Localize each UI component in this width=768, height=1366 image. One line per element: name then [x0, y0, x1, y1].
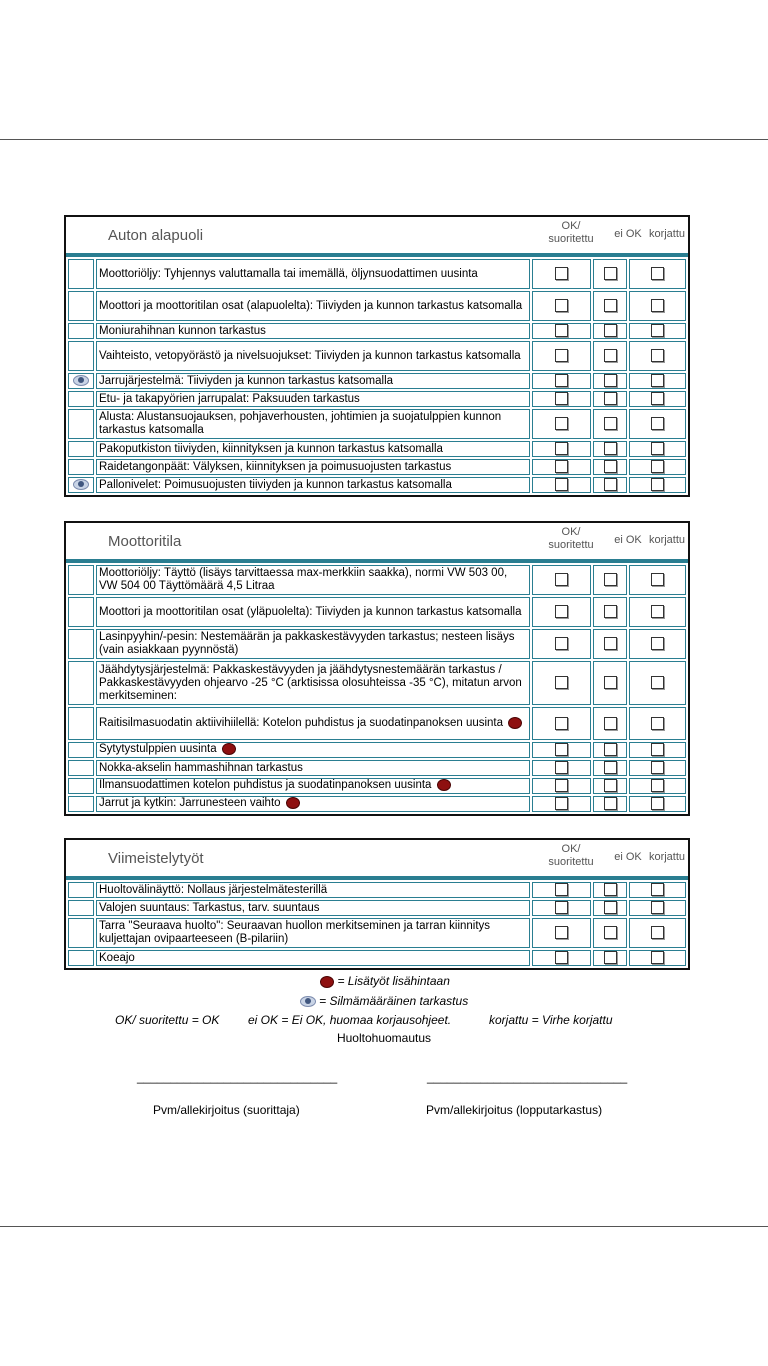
ok-checkbox[interactable] [555, 676, 568, 689]
ok-checkbox[interactable] [555, 761, 568, 774]
korjattu-cell[interactable] [629, 259, 686, 289]
korjattu-checkbox[interactable] [651, 374, 664, 387]
section-title: Auton alapuoli [108, 227, 204, 244]
ok-cell[interactable] [532, 441, 591, 457]
ei-ok-checkbox[interactable] [604, 417, 617, 430]
task-text: Moottoriöljy: Täyttö (lisäys tarvittaessa max-merkkiin saakka), normi VW 503 00, VW 504 00 Täyttömäärä 4,5 Litraa [99, 567, 508, 592]
ok-checkbox[interactable] [555, 717, 568, 730]
ei-ok-checkbox[interactable] [604, 901, 617, 914]
ok-checkbox[interactable] [555, 374, 568, 387]
checklist-row [68, 441, 686, 457]
ei-ok-cell[interactable] [593, 796, 627, 812]
task-text: Alusta: Alustansuojauksen, pohjaverhousten, johtimien ja suojatulppien kunnon tarkastus katsomalla [99, 411, 502, 436]
task-text: Moottori ja moottoritilan osat (yläpuolelta): Tiiviyden ja kunnon tarkastus katsomalla [99, 605, 522, 618]
korjattu-cell[interactable] [629, 565, 686, 595]
row-marker-cell [68, 391, 94, 407]
ei-ok-checkbox[interactable] [604, 299, 617, 312]
ok-checkbox[interactable] [555, 573, 568, 586]
checklist-row [68, 950, 686, 966]
ei-ok-checkbox[interactable] [604, 392, 617, 405]
row-marker-cell [68, 459, 94, 475]
header-ok: OK/ suoritettu [548, 843, 594, 868]
task-cell [96, 565, 530, 595]
korjattu-checkbox[interactable] [651, 637, 664, 650]
top-divider [0, 139, 768, 140]
ei-ok-checkbox[interactable] [604, 743, 617, 756]
korjattu-checkbox[interactable] [651, 324, 664, 337]
korjattu-checkbox[interactable] [651, 349, 664, 362]
section-header [66, 523, 688, 563]
task-text: Jäähdytysjärjestelmä: Pakkaskestävyyden ja jäähdytysnestemäärän tarkastus / Pakkaskestävyyden ohjearvo -25 °C (arktisissa olosuhteissa -35 °C), mitatun arvon merkitseminen: [99, 663, 522, 702]
task-text: Etu- ja takapyörien jarrupalat: Paksuuden tarkastus [99, 392, 360, 405]
task-text: Koeajo [99, 951, 135, 964]
legend-korjattu-text: korjattu = Virhe korjattu [489, 1013, 613, 1027]
task-cell [96, 459, 530, 475]
checklist-row [68, 742, 686, 758]
checklist-table [66, 257, 688, 495]
checklist-row [68, 629, 686, 659]
task-text: Pakoputkiston tiiviyden, kiinnityksen ja kunnon tarkastus katsomalla [99, 442, 443, 455]
task-cell [96, 950, 530, 966]
ei-ok-checkbox[interactable] [604, 637, 617, 650]
checklist-row [68, 882, 686, 898]
ok-cell[interactable] [532, 661, 591, 705]
ei-ok-checkbox[interactable] [604, 442, 617, 455]
task-cell [96, 391, 530, 407]
checklist-row [68, 900, 686, 916]
task-cell [96, 597, 530, 627]
header-korjattu: korjattu [648, 228, 686, 240]
korjattu-cell[interactable] [629, 341, 686, 371]
korjattu-cell[interactable] [629, 796, 686, 812]
ok-checkbox[interactable] [555, 926, 568, 939]
korjattu-checkbox[interactable] [651, 951, 664, 964]
korjattu-checkbox[interactable] [651, 460, 664, 473]
ok-cell[interactable] [532, 760, 591, 776]
korjattu-cell[interactable] [629, 597, 686, 627]
checklist-row [68, 796, 686, 812]
ok-cell[interactable] [532, 796, 591, 812]
ok-cell[interactable] [532, 323, 591, 339]
korjattu-cell[interactable] [629, 950, 686, 966]
ok-checkbox[interactable] [555, 779, 568, 792]
ei-ok-checkbox[interactable] [604, 478, 617, 491]
section-header [66, 217, 688, 257]
ei-ok-checkbox[interactable] [604, 926, 617, 939]
ok-cell[interactable] [532, 882, 591, 898]
korjattu-cell[interactable] [629, 323, 686, 339]
ei-ok-cell[interactable] [593, 950, 627, 966]
korjattu-cell[interactable] [629, 707, 686, 740]
korjattu-checkbox[interactable] [651, 743, 664, 756]
task-text: Sytytystulppien uusinta [99, 743, 217, 756]
korjattu-cell[interactable] [629, 291, 686, 321]
korjattu-cell[interactable] [629, 900, 686, 916]
korjattu-cell[interactable] [629, 918, 686, 948]
checklist-row [68, 918, 686, 948]
ei-ok-cell[interactable] [593, 409, 627, 439]
section-title: Moottoritila [108, 533, 182, 550]
extra-cost-dot-icon [222, 743, 236, 755]
ei-ok-checkbox[interactable] [604, 324, 617, 337]
task-cell [96, 323, 530, 339]
korjattu-cell[interactable] [629, 629, 686, 659]
legend-dot-row [0, 974, 768, 988]
row-marker-cell [68, 742, 94, 758]
korjattu-checkbox[interactable] [651, 779, 664, 792]
ok-cell[interactable] [532, 950, 591, 966]
ei-ok-checkbox[interactable] [604, 573, 617, 586]
header-ok: OK/ suoritettu [548, 220, 594, 245]
header-korjattu: korjattu [648, 534, 686, 546]
section-title: Viimeistelytyöt [108, 850, 204, 867]
ei-ok-cell[interactable] [593, 707, 627, 740]
task-cell [96, 341, 530, 371]
ok-cell[interactable] [532, 409, 591, 439]
ei-ok-cell[interactable] [593, 597, 627, 627]
signature-line-left: ______________________________ [137, 1070, 338, 1084]
header-ok: OK/ suoritettu [548, 526, 594, 551]
row-marker-cell [68, 409, 94, 439]
korjattu-checkbox[interactable] [651, 901, 664, 914]
row-marker-cell [68, 477, 94, 493]
korjattu-cell[interactable] [629, 441, 686, 457]
checklist-row [68, 373, 686, 389]
task-text: Raitisilmasuodatin aktiivihiilellä: Kotelon puhdistus ja suodatinpanoksen uusinta [99, 717, 504, 730]
eye-icon [300, 996, 316, 1007]
korjattu-checkbox[interactable] [651, 676, 664, 689]
row-marker-cell [68, 707, 94, 740]
korjattu-cell[interactable] [629, 459, 686, 475]
task-cell [96, 742, 530, 758]
ei-ok-cell[interactable] [593, 459, 627, 475]
header-ei-ok: ei OK [614, 534, 642, 546]
section-header [66, 840, 688, 880]
korjattu-cell[interactable] [629, 661, 686, 705]
task-text: Pallonivelet: Poimusuojusten tiiviyden ja kunnon tarkastus katsomalla [99, 478, 452, 491]
extra-cost-dot-icon [286, 797, 300, 809]
row-marker-cell [68, 291, 94, 321]
korjattu-cell[interactable] [629, 409, 686, 439]
ei-ok-cell[interactable] [593, 661, 627, 705]
ok-checkbox[interactable] [555, 743, 568, 756]
ei-ok-cell[interactable] [593, 341, 627, 371]
task-text: Moottoriöljy: Tyhjennys valuttamalla tai imemällä, öljynsuodattimen uusinta [99, 267, 478, 280]
checklist-row [68, 323, 686, 339]
task-cell [96, 918, 530, 948]
ok-cell[interactable] [532, 742, 591, 758]
legend-eye-text: = Silmämääräinen tarkastus [319, 994, 469, 1008]
row-marker-cell [68, 882, 94, 898]
ei-ok-cell[interactable] [593, 291, 627, 321]
extra-cost-dot-icon [437, 779, 451, 791]
signature-line-right: ______________________________ [427, 1070, 628, 1084]
ok-cell[interactable] [532, 778, 591, 794]
task-cell [96, 900, 530, 916]
task-cell [96, 441, 530, 457]
korjattu-cell[interactable] [629, 373, 686, 389]
ok-checkbox[interactable] [555, 951, 568, 964]
ei-ok-checkbox[interactable] [604, 460, 617, 473]
korjattu-checkbox[interactable] [651, 267, 664, 280]
task-cell [96, 259, 530, 289]
ei-ok-checkbox[interactable] [604, 267, 617, 280]
ei-ok-cell[interactable] [593, 778, 627, 794]
ok-checkbox[interactable] [555, 267, 568, 280]
row-marker-cell [68, 373, 94, 389]
ok-checkbox[interactable] [555, 324, 568, 337]
row-marker-cell [68, 918, 94, 948]
ok-checkbox[interactable] [555, 442, 568, 455]
task-cell [96, 477, 530, 493]
ok-checkbox[interactable] [555, 349, 568, 362]
checklist-row [68, 760, 686, 776]
ok-checkbox[interactable] [555, 883, 568, 896]
checklist-row [68, 661, 686, 705]
ei-ok-checkbox[interactable] [604, 951, 617, 964]
korjattu-checkbox[interactable] [651, 392, 664, 405]
task-text: Ilmansuodattimen kotelon puhdistus ja suodatinpanoksen uusinta [99, 779, 432, 792]
ok-cell[interactable] [532, 565, 591, 595]
ok-checkbox[interactable] [555, 605, 568, 618]
ei-ok-checkbox[interactable] [604, 883, 617, 896]
ei-ok-cell[interactable] [593, 323, 627, 339]
ei-ok-cell[interactable] [593, 477, 627, 493]
ei-ok-cell[interactable] [593, 900, 627, 916]
legend-ok-text: OK/ suoritettu = OK [115, 1013, 220, 1027]
huoltohuomautus-label: Huoltohuomautus [336, 1031, 432, 1045]
header-korjattu: korjattu [648, 851, 686, 863]
eye-icon [73, 375, 89, 386]
ei-ok-checkbox[interactable] [604, 779, 617, 792]
ei-ok-cell[interactable] [593, 760, 627, 776]
ei-ok-checkbox[interactable] [604, 676, 617, 689]
ei-ok-cell[interactable] [593, 391, 627, 407]
korjattu-cell[interactable] [629, 391, 686, 407]
checklist-row [68, 459, 686, 475]
task-cell [96, 409, 530, 439]
ok-checkbox[interactable] [555, 797, 568, 810]
legend-dot-text: = Lisätyöt lisähintaan [337, 974, 450, 988]
ei-ok-cell[interactable] [593, 918, 627, 948]
checklist-row [68, 409, 686, 439]
task-text: Nokka-akselin hammashihnan tarkastus [99, 761, 303, 774]
ok-checkbox[interactable] [555, 478, 568, 491]
ei-ok-cell[interactable] [593, 882, 627, 898]
ei-ok-cell[interactable] [593, 742, 627, 758]
korjattu-checkbox[interactable] [651, 417, 664, 430]
checklist-row [68, 477, 686, 493]
extra-cost-dot-icon [508, 717, 522, 729]
checklist-row [68, 259, 686, 289]
header-ei-ok: ei OK [614, 228, 642, 240]
header-ei-ok: ei OK [614, 851, 642, 863]
row-marker-cell [68, 778, 94, 794]
ok-cell[interactable] [532, 918, 591, 948]
row-marker-cell [68, 950, 94, 966]
ei-ok-cell[interactable] [593, 441, 627, 457]
row-marker-cell [68, 900, 94, 916]
extra-cost-dot-icon [320, 976, 334, 988]
task-text: Raidetangonpäät: Välyksen, kiinnityksen ja poimusuojusten tarkastus [99, 460, 452, 473]
ei-ok-checkbox[interactable] [604, 717, 617, 730]
checklist-row [68, 391, 686, 407]
korjattu-checkbox[interactable] [651, 883, 664, 896]
ok-cell[interactable] [532, 259, 591, 289]
ei-ok-checkbox[interactable] [604, 761, 617, 774]
ok-cell[interactable] [532, 707, 591, 740]
row-marker-cell [68, 259, 94, 289]
checklist-row [68, 291, 686, 321]
row-marker-cell [68, 341, 94, 371]
task-text: Moottori ja moottoritilan osat (alapuolelta): Tiiviyden ja kunnon tarkastus katsomalla [99, 299, 523, 312]
ok-checkbox[interactable] [555, 460, 568, 473]
ei-ok-cell[interactable] [593, 629, 627, 659]
ei-ok-checkbox[interactable] [604, 349, 617, 362]
korjattu-checkbox[interactable] [651, 761, 664, 774]
row-marker-cell [68, 629, 94, 659]
korjattu-checkbox[interactable] [651, 442, 664, 455]
korjattu-cell[interactable] [629, 477, 686, 493]
ok-checkbox[interactable] [555, 417, 568, 430]
task-cell [96, 291, 530, 321]
row-marker-cell [68, 565, 94, 595]
korjattu-checkbox[interactable] [651, 926, 664, 939]
ok-cell[interactable] [532, 391, 591, 407]
row-marker-cell [68, 760, 94, 776]
ok-checkbox[interactable] [555, 901, 568, 914]
ei-ok-checkbox[interactable] [604, 797, 617, 810]
ei-ok-checkbox[interactable] [604, 605, 617, 618]
ok-cell[interactable] [532, 477, 591, 493]
task-cell [96, 629, 530, 659]
checklist-row [68, 597, 686, 627]
task-text: Jarrujärjestelmä: Tiiviyden ja kunnon tarkastus katsomalla [99, 374, 394, 387]
korjattu-checkbox[interactable] [651, 605, 664, 618]
row-marker-cell [68, 323, 94, 339]
ok-cell[interactable] [532, 629, 591, 659]
signature-label-right: Pvm/allekirjoitus (lopputarkastus) [426, 1103, 603, 1117]
checklist-table [66, 880, 688, 968]
korjattu-checkbox[interactable] [651, 717, 664, 730]
task-text: Tarra "Seuraava huolto": Seuraavan huollon merkitseminen ja tarran kiinnitys kuljettajan ovipaarteeseen (B-pilariin) [99, 920, 491, 945]
section-moottoritila [64, 521, 690, 816]
ok-cell[interactable] [532, 459, 591, 475]
ok-cell[interactable] [532, 341, 591, 371]
legend-eye-row [0, 994, 768, 1008]
task-cell [96, 373, 530, 389]
task-cell [96, 661, 530, 705]
korjattu-checkbox[interactable] [651, 797, 664, 810]
ok-cell[interactable] [532, 900, 591, 916]
row-marker-cell [68, 597, 94, 627]
checklist-table [66, 563, 688, 814]
task-cell [96, 778, 530, 794]
task-text: Lasinpyyhin/-pesin: Nestemäärän ja pakkaskestävyyden tarkastus; nesteen lisäys (vain asiakkaan pyynnöstä) [99, 631, 515, 656]
task-cell [96, 882, 530, 898]
ei-ok-cell[interactable] [593, 259, 627, 289]
eye-icon [73, 479, 89, 490]
task-text: Valojen suuntaus: Tarkastus, tarv. suuntaus [99, 901, 320, 914]
korjattu-cell[interactable] [629, 760, 686, 776]
checklist-row [68, 707, 686, 740]
korjattu-cell[interactable] [629, 778, 686, 794]
korjattu-cell[interactable] [629, 742, 686, 758]
korjattu-cell[interactable] [629, 882, 686, 898]
korjattu-checkbox[interactable] [651, 478, 664, 491]
ei-ok-cell[interactable] [593, 565, 627, 595]
section-viimeistelytyot [64, 838, 690, 970]
task-text: Jarrut ja kytkin: Jarrunesteen vaihto [99, 797, 281, 810]
ok-checkbox[interactable] [555, 299, 568, 312]
section-auton-alapuoli [64, 215, 690, 497]
korjattu-checkbox[interactable] [651, 573, 664, 586]
ok-cell[interactable] [532, 373, 591, 389]
task-text: Huoltovälinäyttö: Nollaus järjestelmätesterillä [99, 883, 328, 896]
ei-ok-checkbox[interactable] [604, 374, 617, 387]
task-cell [96, 707, 530, 740]
ei-ok-cell[interactable] [593, 373, 627, 389]
ok-cell[interactable] [532, 291, 591, 321]
row-marker-cell [68, 661, 94, 705]
row-marker-cell [68, 796, 94, 812]
bottom-divider [0, 1226, 768, 1227]
task-text: Moniurahihnan kunnon tarkastus [99, 324, 266, 337]
task-cell [96, 760, 530, 776]
checklist-row [68, 778, 686, 794]
task-cell [96, 796, 530, 812]
signature-label-left: Pvm/allekirjoitus (suorittaja) [153, 1103, 300, 1117]
checklist-row [68, 565, 686, 595]
legend-ei-ok-text: ei OK = Ei OK, huomaa korjausohjeet. [248, 1013, 452, 1027]
ok-checkbox[interactable] [555, 392, 568, 405]
checklist-row [68, 341, 686, 371]
ok-checkbox[interactable] [555, 637, 568, 650]
row-marker-cell [68, 441, 94, 457]
task-text: Vaihteisto, vetopyörästö ja nivelsuojukset: Tiiviyden ja kunnon tarkastus katsomalla [99, 349, 521, 362]
ok-cell[interactable] [532, 597, 591, 627]
korjattu-checkbox[interactable] [651, 299, 664, 312]
